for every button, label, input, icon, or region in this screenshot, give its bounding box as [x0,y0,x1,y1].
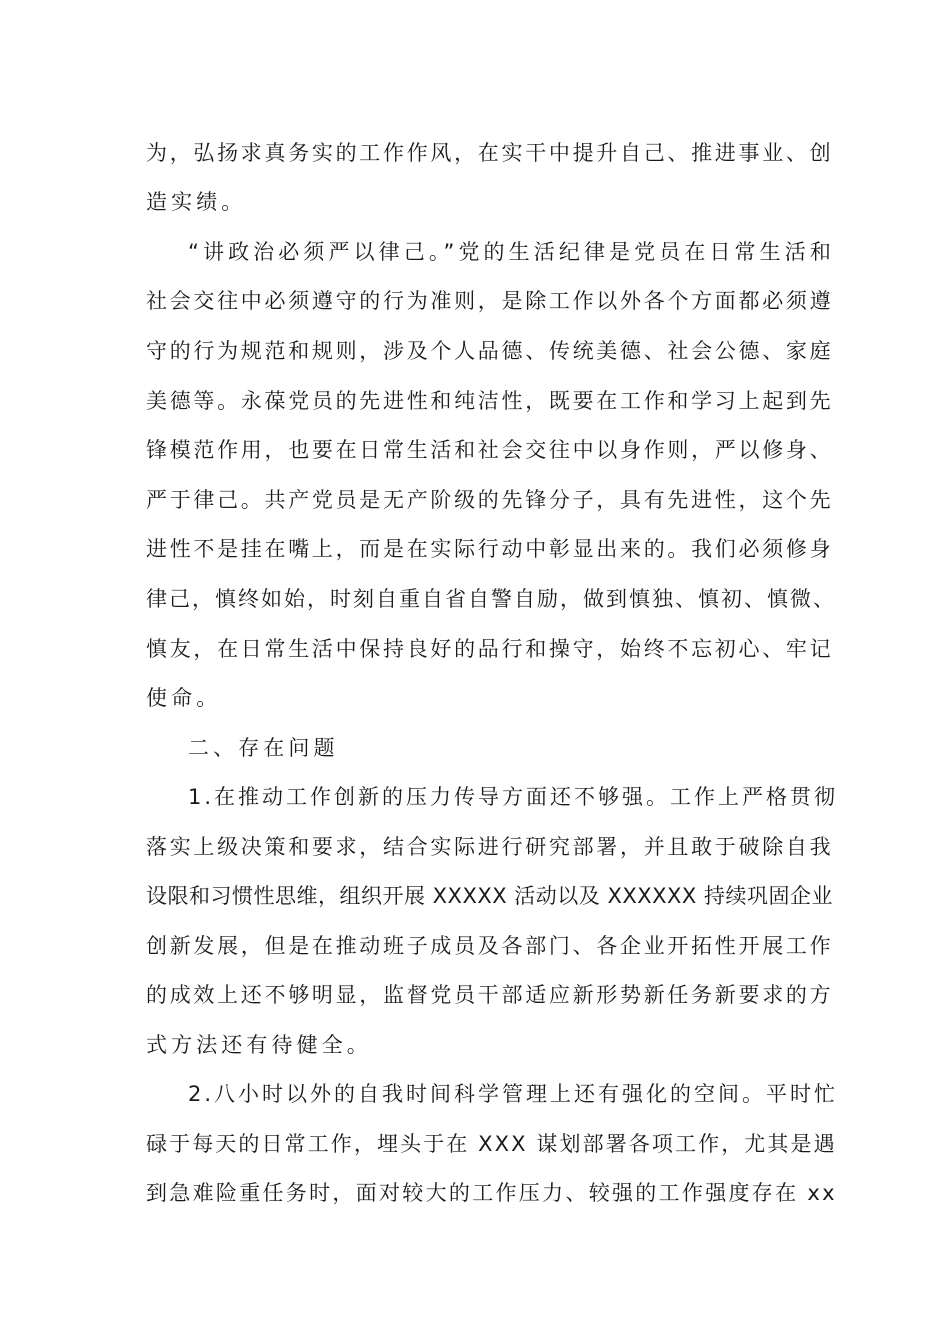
text-line: 设限和习惯性思维，组织开展 XXXXX 活动以及 XXXXXX 持续巩固企业 [146,884,833,908]
text-line: 律己，慎终如始，时刻自重自省自警自励，做到慎独、慎初、慎微、 [146,587,836,611]
text-line: 社会交往中必须遵守的行为准则，是除工作以外各个方面都必须遵 [146,289,834,313]
text-line: “讲政治必须严以律己。”党的生活纪律是党员在日常生活和 [188,240,835,264]
text-line: 美德等。永葆党员的先进性和纯洁性，既要在工作和学习上起到先 [146,389,834,413]
text-line: 为，弘扬求真务实的工作作风，在实干中提升自己、推进事业、创 [146,141,834,165]
text-line: 造实绩。 [146,190,247,214]
text-line: 严于律己。共产党员是无产阶级的先锋分子，具有先进性，这个先 [146,488,834,512]
section-heading: 二、存在问题 [188,736,339,760]
text-line: 1.在推动工作创新的压力传导方面还不够强。工作上严格贯彻 [188,785,839,809]
text-line: 到急难险重任务时，面对较大的工作压力、较强的工作强度存在 xx [146,1181,837,1205]
text-line: 使命。 [146,686,222,710]
text-line: 式方法还有待健全。 [146,1033,372,1057]
text-line: 慎友，在日常生活中保持良好的品行和操守，始终不忘初心、牢记 [146,637,834,661]
text-line: 碌于每天的日常工作，埋头于在 XXX 谋划部署各项工作，尤其是遇 [146,1132,837,1156]
text-line: 2.八小时以外的自我时间科学管理上还有强化的空间。平时忙 [188,1082,839,1106]
text-line: 锋模范作用，也要在日常生活和社会交往中以身作则，严以修身、 [146,438,834,462]
text-line: 守的行为规范和规则，涉及个人品德、传统美德、社会公德、家庭 [146,339,834,363]
text-line: 创新发展，但是在推动班子成员及各部门、各企业开拓性开展工作 [146,934,834,958]
text-line: 的成效上还不够明显，监督党员干部适应新形势新任务新要求的方 [146,983,834,1007]
text-line: 落实上级决策和要求，结合实际进行研究部署，并且敢于破除自我 [146,835,834,859]
text-line: 进性不是挂在嘴上，而是在实际行动中彰显出来的。我们必须修身 [146,537,834,561]
